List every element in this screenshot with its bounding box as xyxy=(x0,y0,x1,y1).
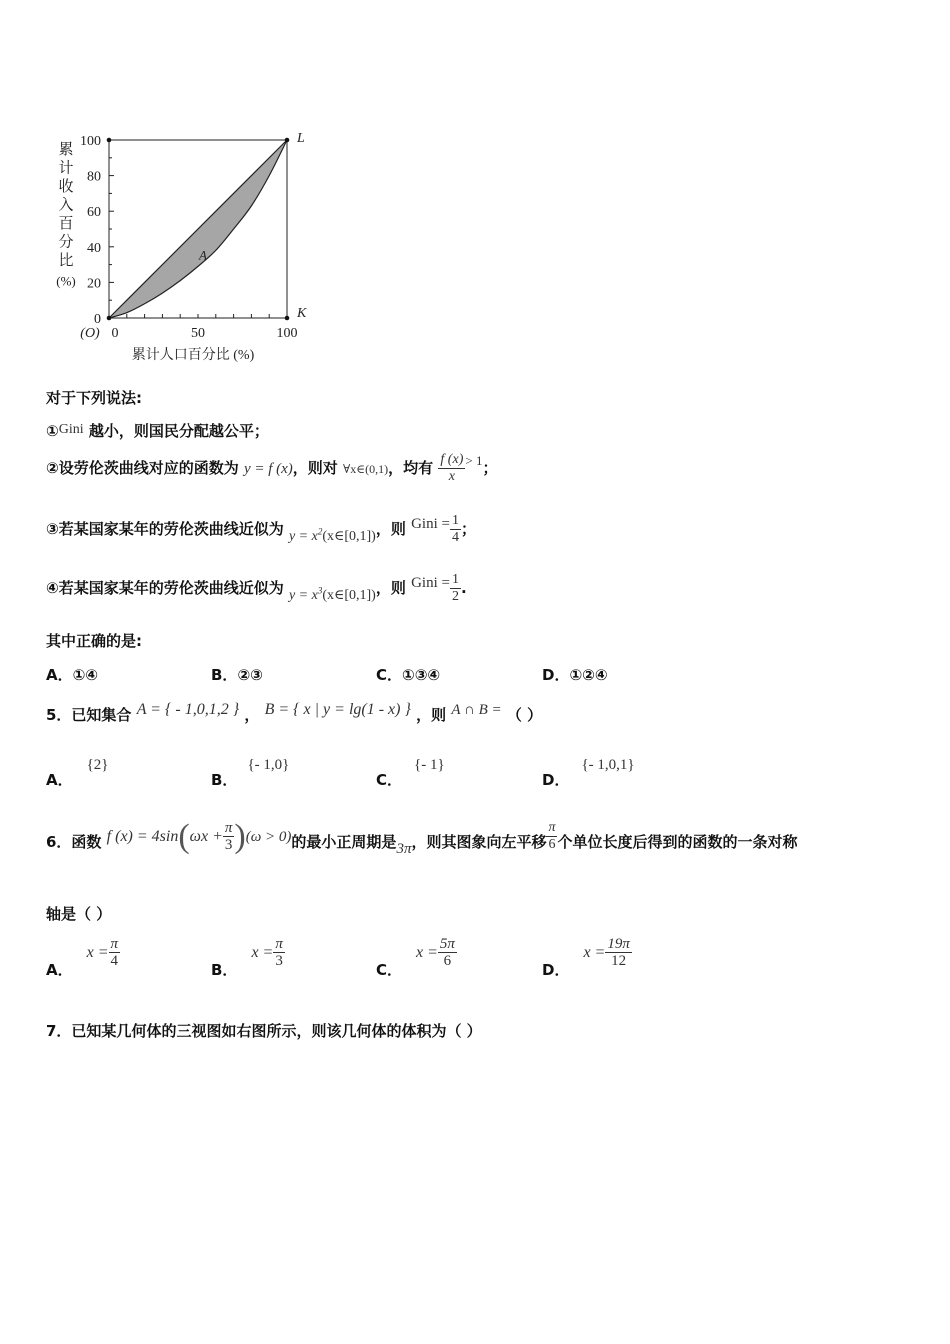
frac-denominator: x xyxy=(448,469,455,484)
statement-4-end: . xyxy=(460,579,467,597)
equality-line xyxy=(109,140,287,318)
q6-period: 3π xyxy=(396,841,412,857)
gini-symbol: Gini xyxy=(58,422,84,437)
q4-option-b[interactable] xyxy=(211,664,263,685)
frac-numerator: 5π xyxy=(439,936,455,952)
frac-denominator: 3 xyxy=(275,953,283,969)
option-value: {- 1,0,1} xyxy=(581,757,635,773)
q4-option-a[interactable] xyxy=(46,664,98,685)
statement-3-curve: y = x xyxy=(288,529,318,544)
statement-2-gt: > 1 xyxy=(465,453,483,468)
frac-denominator: 3 xyxy=(224,837,233,853)
frac-numerator: 19π xyxy=(607,936,630,952)
frac-denominator: 2 xyxy=(451,589,459,604)
q6-option-c[interactable] xyxy=(376,936,457,980)
point-k-label: K xyxy=(297,306,307,321)
statement-4-prefix: ④若某国家某年的劳伦茨曲线近似为 xyxy=(46,579,284,597)
option-label: B． xyxy=(211,961,238,979)
q5-answer-blank: （ ） xyxy=(506,706,543,724)
q6-line-2: 轴是（ ） xyxy=(46,905,112,923)
q4-statement-3 xyxy=(46,513,476,546)
frac-numerator: 1 xyxy=(451,513,459,528)
corner-point xyxy=(107,316,112,321)
y-tick-label: 40 xyxy=(87,240,101,256)
q5-option-c[interactable] xyxy=(376,755,445,790)
option-label: A． xyxy=(46,961,73,979)
q6-stem: 6．函数 f (x) = 4sin(ωx + $\frac{\pi}{3}$ )(ω > 0)的最小正周期是3π，则其图象向左平移 $\frac{\pi}{6}$ 个单位长度后得到的函数的一条对称 xyxy=(46,818,798,857)
option-value: ②③ xyxy=(237,666,263,684)
q4-statement-2 xyxy=(46,452,497,485)
statement-4-exponent: 3 xyxy=(317,585,323,596)
region-a-label: A xyxy=(199,247,207,263)
option-label: B． xyxy=(211,771,238,789)
option-value: {2} xyxy=(86,757,109,773)
statement-4-curve: y = x xyxy=(288,588,318,603)
option-value: ①②④ xyxy=(569,666,608,684)
y-tick-label: 80 xyxy=(87,169,101,185)
q5-expression: A ∩ B = xyxy=(451,702,502,718)
option-label: D． xyxy=(542,961,570,979)
frac-denominator: 12 xyxy=(611,953,627,969)
option-value: {- 1,0} xyxy=(247,757,290,773)
statement-4-domain: (x∈[0,1]) xyxy=(322,588,376,603)
q5-option-b[interactable] xyxy=(211,755,289,790)
q5-option-d[interactable] xyxy=(542,755,635,790)
x-tick-label: 50 xyxy=(191,326,205,341)
y-axis-label-char: 比 xyxy=(58,253,74,269)
origin-label: (O) xyxy=(80,326,100,341)
statement-4-fraction xyxy=(450,572,461,605)
q6-option-b[interactable] xyxy=(211,936,285,980)
q6-condition: (ω > 0) xyxy=(245,829,292,845)
y-axis-label-char: 累 xyxy=(58,142,74,158)
q4-statement-4 xyxy=(46,572,467,605)
q6-function-inner: ωx + xyxy=(189,828,223,845)
option-label: A． xyxy=(46,771,73,789)
statement-3-end: ； xyxy=(460,520,476,538)
statement-3-gini: Gini = xyxy=(411,516,450,532)
q5-option-a[interactable] xyxy=(46,755,109,790)
y-axis-label-char: 收 xyxy=(58,179,74,195)
option-lhs: x = xyxy=(251,944,274,961)
statement-3-fraction xyxy=(450,513,461,546)
q4-statement-1 xyxy=(46,420,269,441)
frac-denominator: 6 xyxy=(548,837,556,852)
y-axis-label-char: (%) xyxy=(56,273,76,289)
frac-numerator: π xyxy=(110,936,119,952)
q6-mid-3: 个单位长度后得到的函数的一条对称 xyxy=(557,833,798,851)
option-label: C． xyxy=(376,666,403,684)
q6-mid-2: ，则其图象向左平移 xyxy=(411,833,547,851)
frac-denominator: 4 xyxy=(110,953,119,969)
statement-3-mid: ，则 xyxy=(375,520,406,538)
option-label: B． xyxy=(211,666,238,684)
statement-2-end: ； xyxy=(482,459,498,477)
statement-2-mid: ，则对 xyxy=(292,459,338,477)
y-axis-label xyxy=(56,141,76,289)
x-tick-label: 0 xyxy=(111,326,119,341)
lorenz-curve-chart xyxy=(40,120,330,370)
frac-numerator: π xyxy=(548,820,556,835)
point-l-label: L xyxy=(297,131,305,146)
x-tick-label: 100 xyxy=(276,326,298,341)
y-tick-label: 0 xyxy=(94,312,101,327)
statement-2-function: y = f (x) xyxy=(243,461,293,477)
option-label: C． xyxy=(376,771,403,789)
q5-prefix: 5．已知集合 xyxy=(46,706,132,724)
statement-3-domain: (x∈[0,1]) xyxy=(322,529,376,544)
q6-option-d[interactable] xyxy=(542,936,632,980)
statement-3-prefix: ③若某国家某年的劳伦茨曲线近似为 xyxy=(46,520,284,538)
q6-mid-1: 的最小正周期是 xyxy=(291,833,397,851)
q5-stem xyxy=(46,700,542,725)
q5-suffix: ，则 xyxy=(416,706,447,724)
option-lhs: x = xyxy=(416,944,438,961)
statement-1-mark: ① xyxy=(46,422,59,440)
option-lhs: x = xyxy=(583,944,606,961)
q4-option-c[interactable] xyxy=(376,664,440,685)
frac-numerator: π xyxy=(275,936,283,952)
q6-prefix: 6．函数 xyxy=(46,833,102,851)
option-lhs: x = xyxy=(86,944,109,961)
corner-point xyxy=(285,316,290,321)
q5-comma: ， xyxy=(244,706,260,724)
frac-numerator: 1 xyxy=(451,572,459,587)
corner-point xyxy=(107,138,112,143)
statement-2-prefix: ②设劳伦茨曲线对应的函数为 xyxy=(46,459,239,477)
q7-stem: 7．已知某几何体的三视图如右图所示，则该几何体的体积为（ ） xyxy=(46,1022,482,1040)
q6-function-left: f (x) = 4sin xyxy=(106,828,179,845)
frac-denominator: 4 xyxy=(451,530,459,545)
statement-1-text: 越小，则国民分配越公平； xyxy=(88,422,269,440)
statement-2-forall: ∀x∈(0,1) xyxy=(343,462,389,476)
corner-point xyxy=(285,138,290,143)
frac-numerator: π xyxy=(224,820,233,836)
statement-3-exponent: 2 xyxy=(317,526,323,537)
q4-option-d[interactable] xyxy=(542,664,608,685)
option-label: A． xyxy=(46,666,73,684)
option-label: D． xyxy=(542,771,570,789)
option-label: D． xyxy=(542,666,570,684)
y-axis-label-char: 百 xyxy=(58,216,74,232)
option-label: C． xyxy=(376,961,403,979)
q4-intro: 对于下列说法: xyxy=(46,389,142,407)
statement-2-fraction xyxy=(438,452,465,485)
statement-4-gini: Gini = xyxy=(411,575,450,591)
q6-option-a[interactable] xyxy=(46,936,120,980)
q5-set-b: B = { x | y = lg(1 - x) } xyxy=(264,701,411,718)
option-value: ①④ xyxy=(72,666,99,684)
option-value: ①③④ xyxy=(402,666,441,684)
q6-pi-over-3 xyxy=(223,820,235,853)
statement-2-mid2: ，均有 xyxy=(388,459,434,477)
option-value: {- 1} xyxy=(414,757,445,773)
y-axis-label-char: 分 xyxy=(58,234,74,251)
q5-set-a: A = { - 1,0,1,2 } xyxy=(136,701,240,718)
y-axis-label-char: 入 xyxy=(58,197,74,214)
q6-pi-over-6 xyxy=(546,820,557,853)
y-tick-label: 60 xyxy=(87,205,101,221)
y-tick-label: 100 xyxy=(80,134,101,149)
y-tick-label: 20 xyxy=(87,276,101,292)
statement-4-mid: ，则 xyxy=(375,579,406,597)
q4-correct-prompt: 其中正确的是: xyxy=(46,632,142,650)
x-axis-label: 累计人口百分比 (%) xyxy=(131,348,255,363)
y-axis-label-char: 计 xyxy=(58,160,74,177)
frac-denominator: 6 xyxy=(443,953,452,969)
frac-numerator: f (x) xyxy=(440,452,464,467)
